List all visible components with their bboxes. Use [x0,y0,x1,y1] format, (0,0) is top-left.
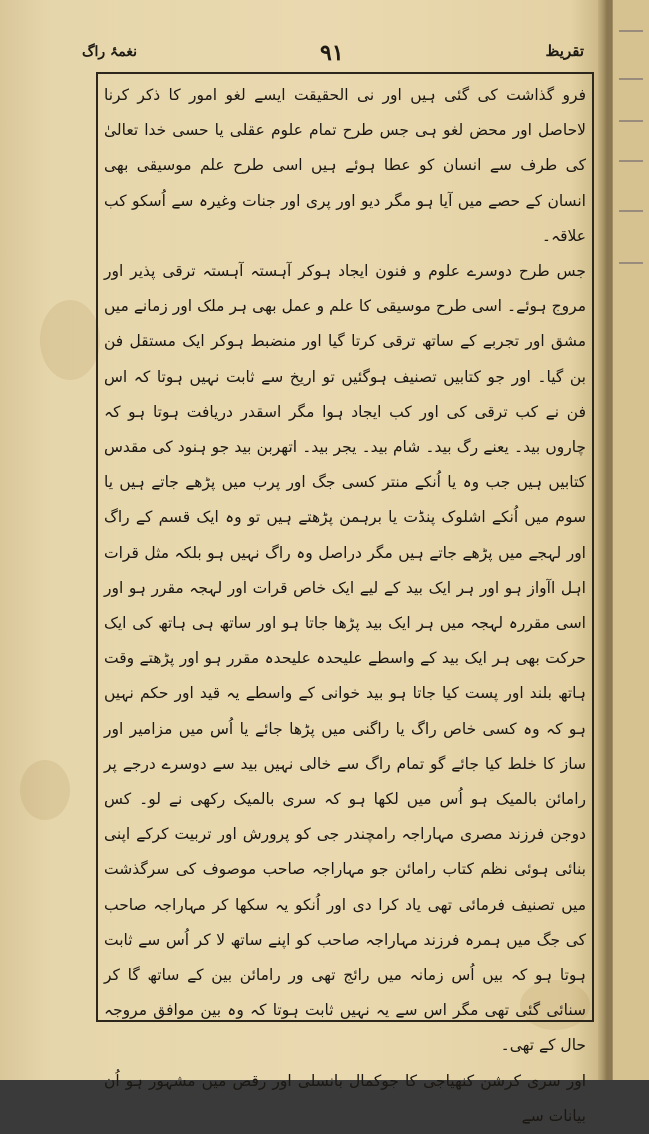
paper-stain [20,760,70,820]
bleed-through-ink [619,210,643,212]
bleed-through-ink [619,30,643,32]
chapter-title: تقریظ [545,42,584,60]
paragraph: فرو گذاشت کی گئی ہیں اور نی الحقیقت ایسے لغو امور کا ذکر کرنا لاحاصل اور محض لغو ہی جس طرح تمام علوم عقلی یا حسی خدا تعالیٰ کی طرف سے انسان کو عطا ہوئے ہیں اسی طرح علم موسیقی بھی انسان کے حصے میں آیا ہو مگر دیو اور پری اور جنات وغیرہ سے اُسکو کب علاقہ۔ [104,86,586,245]
paper-stain [40,300,100,380]
paragraph: اور سری کرشن کنھیاجی کا جوکمال بانسلی اور رقص میں مشہور ہو اُن بیانات سے [104,1071,586,1125]
bleed-through-ink [619,120,643,122]
bleed-through-ink [619,78,643,80]
bleed-through-ink [619,262,643,264]
running-header [82,40,592,70]
bleed-through-ink [619,160,643,162]
paragraph: جس طرح دوسرے علوم و فنون ایجاد ہوکر آہستہ آہستہ ترقی پذیر اور مروج ہوئے۔ اسی طرح موسیقی کا علم و عمل بھی ہر ملک اور زمانے میں مشق اور تجربے کے ساتھ ترقی کرتا گیا اور منضبط ہوکر ایک مستقل فن بن گیا۔ اور جو کتابیں تصنیف ہوگئیں تو اریخ سے ثابت نہیں ہوتا کہ اس فن نے کب ترقی کی اور کب ایجاد ہوا مگر اسقدر دریافت ہوتا ہو کہ چاروں بید۔ یعنے رگ بید۔ شام بید۔ یجر بید۔ اتھربن بید جو ہنود کی مقدس کتابیں ہیں جب وہ یا اُنکے منتر کسی جگ اور پرب میں پڑھے جاتے ہیں یا سوم میں اُنکے اشلوک پنڈت یا برہمن پڑھتے ہیں تو وہ ایک قسم کے راگ اور لہجے میں پڑھے جاتے ہیں مگر دراصل وہ راگ نہیں ہو بلکہ مثل قرات اہل اآواز ہو اور ہر ایک بید کے لیے ایک خاص قرات اور لہجہ مقرر ہو اور اسی مقررہ لہجہ میں ہر ایک بید پڑھا جاتا ہو اور ساتھ ہی ہاتھ کی ایک حرکت بھی ہر ایک بید کے واسطے علیحدہ علیحدہ مقرر ہو اور پڑھتے وقت ہاتھ بلند اور پست کیا جاتا ہو بید خوانی کے واسطے یہ قید اور حکم نہیں ہو کہ وہ کسی خاص راگ یا راگنی میں پڑھا جائے یا اُس میں مزامیر اور ساز کا خلط کیا جائے گو تمام راگ سے خالی نہیں بید سے دوسرے درجے پر رامائن بالمیک ہو اُس میں لکھا ہو کہ سری بالمیک رکھی نے لو۔ کس دوجن فرزند مصری مہاراجہ رامچندر جی کو پرورش اور تربیت کرکے اپنی بنائی ہوئی نظم کتاب رامائن جو مہاراجہ صاحب موصوف کی سرگذشت میں تصنیف فرمائی تھی یاد کرا دی اور اُنکو یہ سکھا کر مہاراجہ صاحب کی جگ میں ہمرہ فرزند مہاراجہ صاحب کو اپنے ساتھ لا کر اُس سے ثابت ہوتا ہو کہ بیں اُس زمانہ میں رائج تھی ور رامائن بین کے ساتھ گا کر سنائی گئی تھی مگر اس سے یہ نہیں ثابت ہوتا کہ وہ بین موافق مروجہ حال کے تھی۔ [104,262,586,1055]
body-text [104,78,586,1125]
adjacent-page-edge [612,0,649,1080]
book-title: نغمۂ راگ [82,44,138,60]
page-number: ۹۱ [320,40,344,66]
